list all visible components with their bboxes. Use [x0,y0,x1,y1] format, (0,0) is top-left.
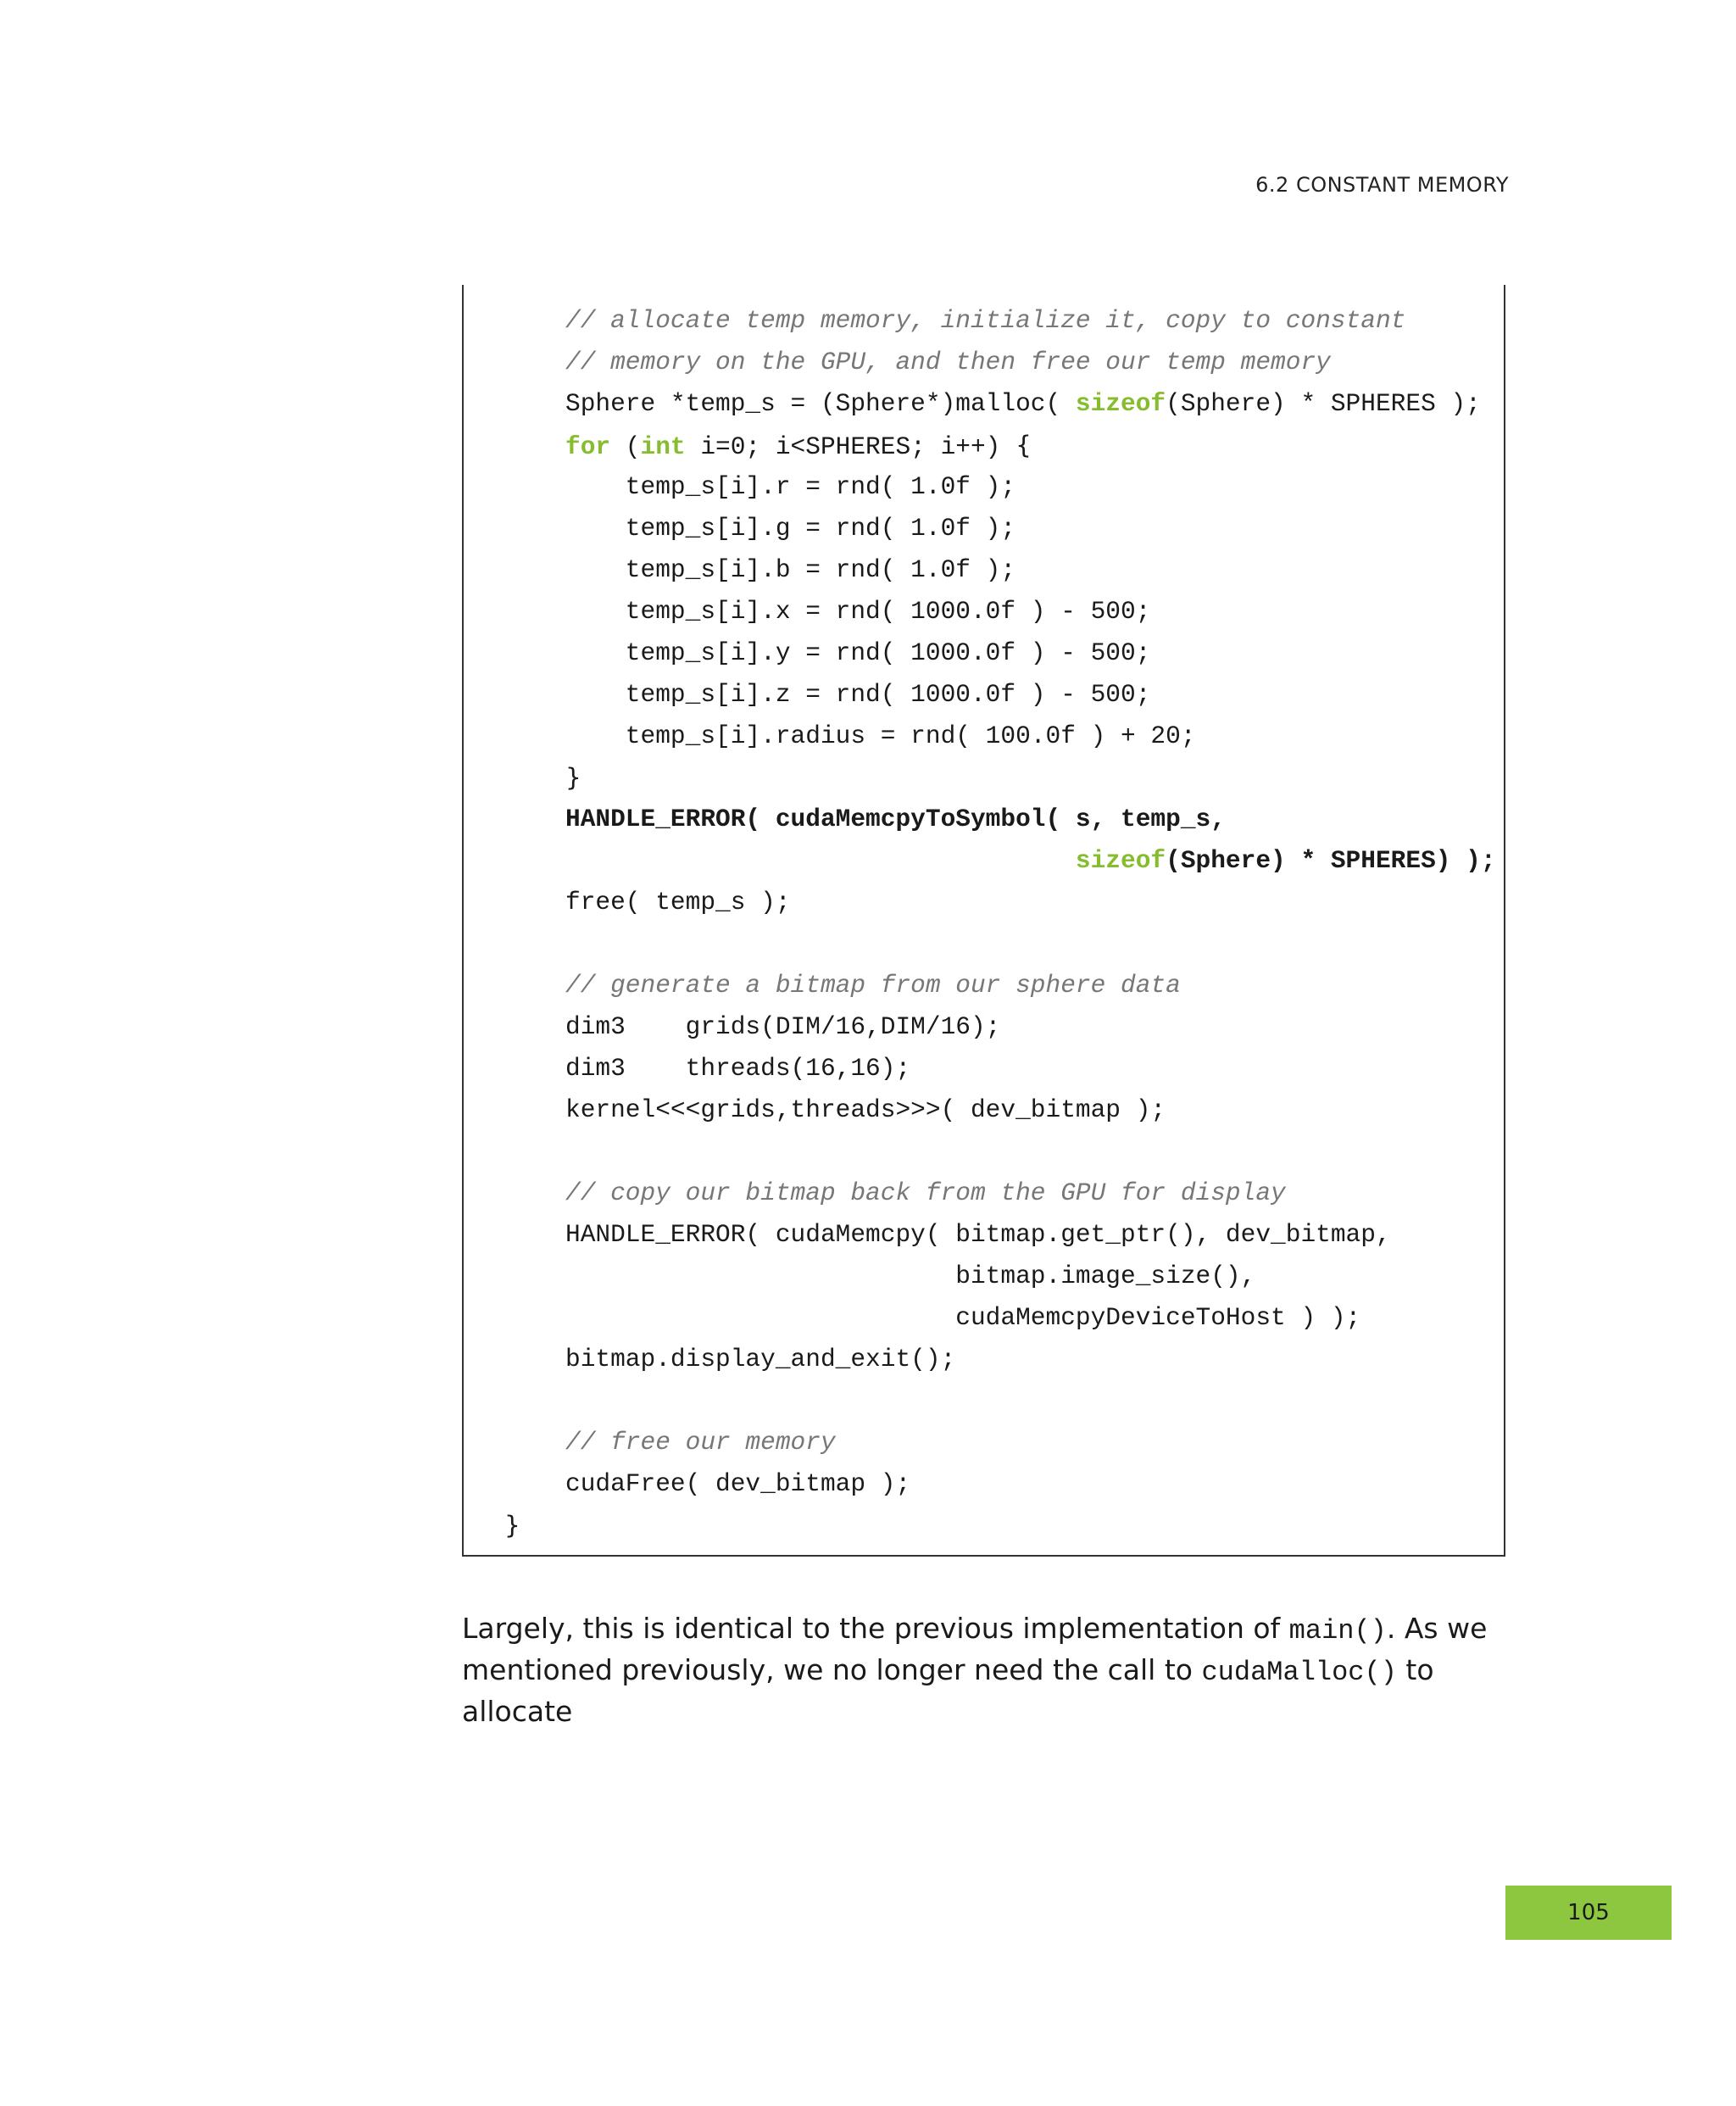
code-line: bitmap.display_and_exit(); [565,1345,956,1373]
code-line: temp_s[i].g = rnd( 1.0f ); [565,514,1016,543]
page-number: 105 [1567,1900,1610,1925]
code-listing [462,285,1505,1557]
keyword-sizeof: sizeof [1075,389,1166,418]
prose-text: mentioned previously, we no longer need the call to [462,1653,1202,1686]
keyword-for: for [565,432,611,461]
code-line: bitmap.image_size(), [565,1262,1256,1290]
keyword-int: int [640,432,686,461]
code-comment-line: // allocate temp memory, initialize it, copy to constant [565,306,1406,335]
code-text: Sphere *temp_s = (Sphere*)malloc( [565,389,1076,418]
code-line: temp_s[i].b = rnd( 1.0f ); [565,555,1016,584]
code-text: ( [610,432,641,461]
code-text: (Sphere) * SPHERES ); [1166,389,1481,418]
inline-code: cudaMalloc() [1201,1657,1397,1688]
code-line: cudaMemcpyDeviceToHost ) ); [565,1303,1361,1332]
code-indent [565,846,1076,875]
code-line: temp_s[i].y = rnd( 1000.0f ) - 500; [565,638,1151,667]
code-comment-line: // memory on the GPU, and then free our temp memory [565,348,1331,376]
code-line [565,428,1032,464]
paragraph-line [462,1609,1513,1651]
code-line: temp_s[i].x = rnd( 1000.0f ) - 500; [565,597,1151,626]
code-text: i=0; i<SPHERES; i++) [685,432,1016,461]
open-brace: { [1015,431,1032,460]
code-line: temp_s[i].radius = rnd( 100.0f ) + 20; [565,722,1196,750]
close-brace: } [504,1511,520,1540]
code-comment-line: // copy our bitmap back from the GPU for display [565,1178,1286,1207]
prose-text: to allocate [462,1653,1434,1728]
code-line-highlighted [565,844,1496,878]
keyword-sizeof: sizeof [1075,846,1166,875]
code-comment-line: // generate a bitmap from our sphere data [565,971,1181,1000]
code-line: free( temp_s ); [565,888,791,916]
prose-text: Largely, this is identical to the previous implementation of [462,1612,1289,1645]
page-number-tab [1505,1886,1672,1940]
code-line: cudaFree( dev_bitmap ); [565,1469,911,1498]
code-comment-line: // free our memory [565,1428,836,1457]
code-line: temp_s[i].r = rnd( 1.0f ); [565,472,1016,501]
code-line: kernel<<<grids,threads>>>( dev_bitmap ); [565,1095,1166,1124]
body-paragraph [462,1609,1513,1731]
code-line: dim3 threads(16,16); [565,1054,911,1083]
inline-code: main() [1288,1615,1387,1646]
running-head: 6.2 CONSTANT MEMORY [1255,173,1509,197]
code-line: HANDLE_ERROR( cudaMemcpy( bitmap.get_ptr(), dev_bitmap, [565,1220,1391,1249]
code-line-highlighted: HANDLE_ERROR( cudaMemcpyToSymbol( s, temp_s, [565,805,1226,833]
code-text: (Sphere) * SPHERES) ); [1166,846,1496,875]
code-line: temp_s[i].z = rnd( 1000.0f ) - 500; [565,680,1151,709]
code-line: dim3 grids(DIM/16,DIM/16); [565,1012,1001,1041]
close-brace: } [565,763,581,792]
code-line [565,387,1481,421]
prose-text: . As we [1386,1612,1488,1645]
paragraph-line [462,1651,1513,1731]
